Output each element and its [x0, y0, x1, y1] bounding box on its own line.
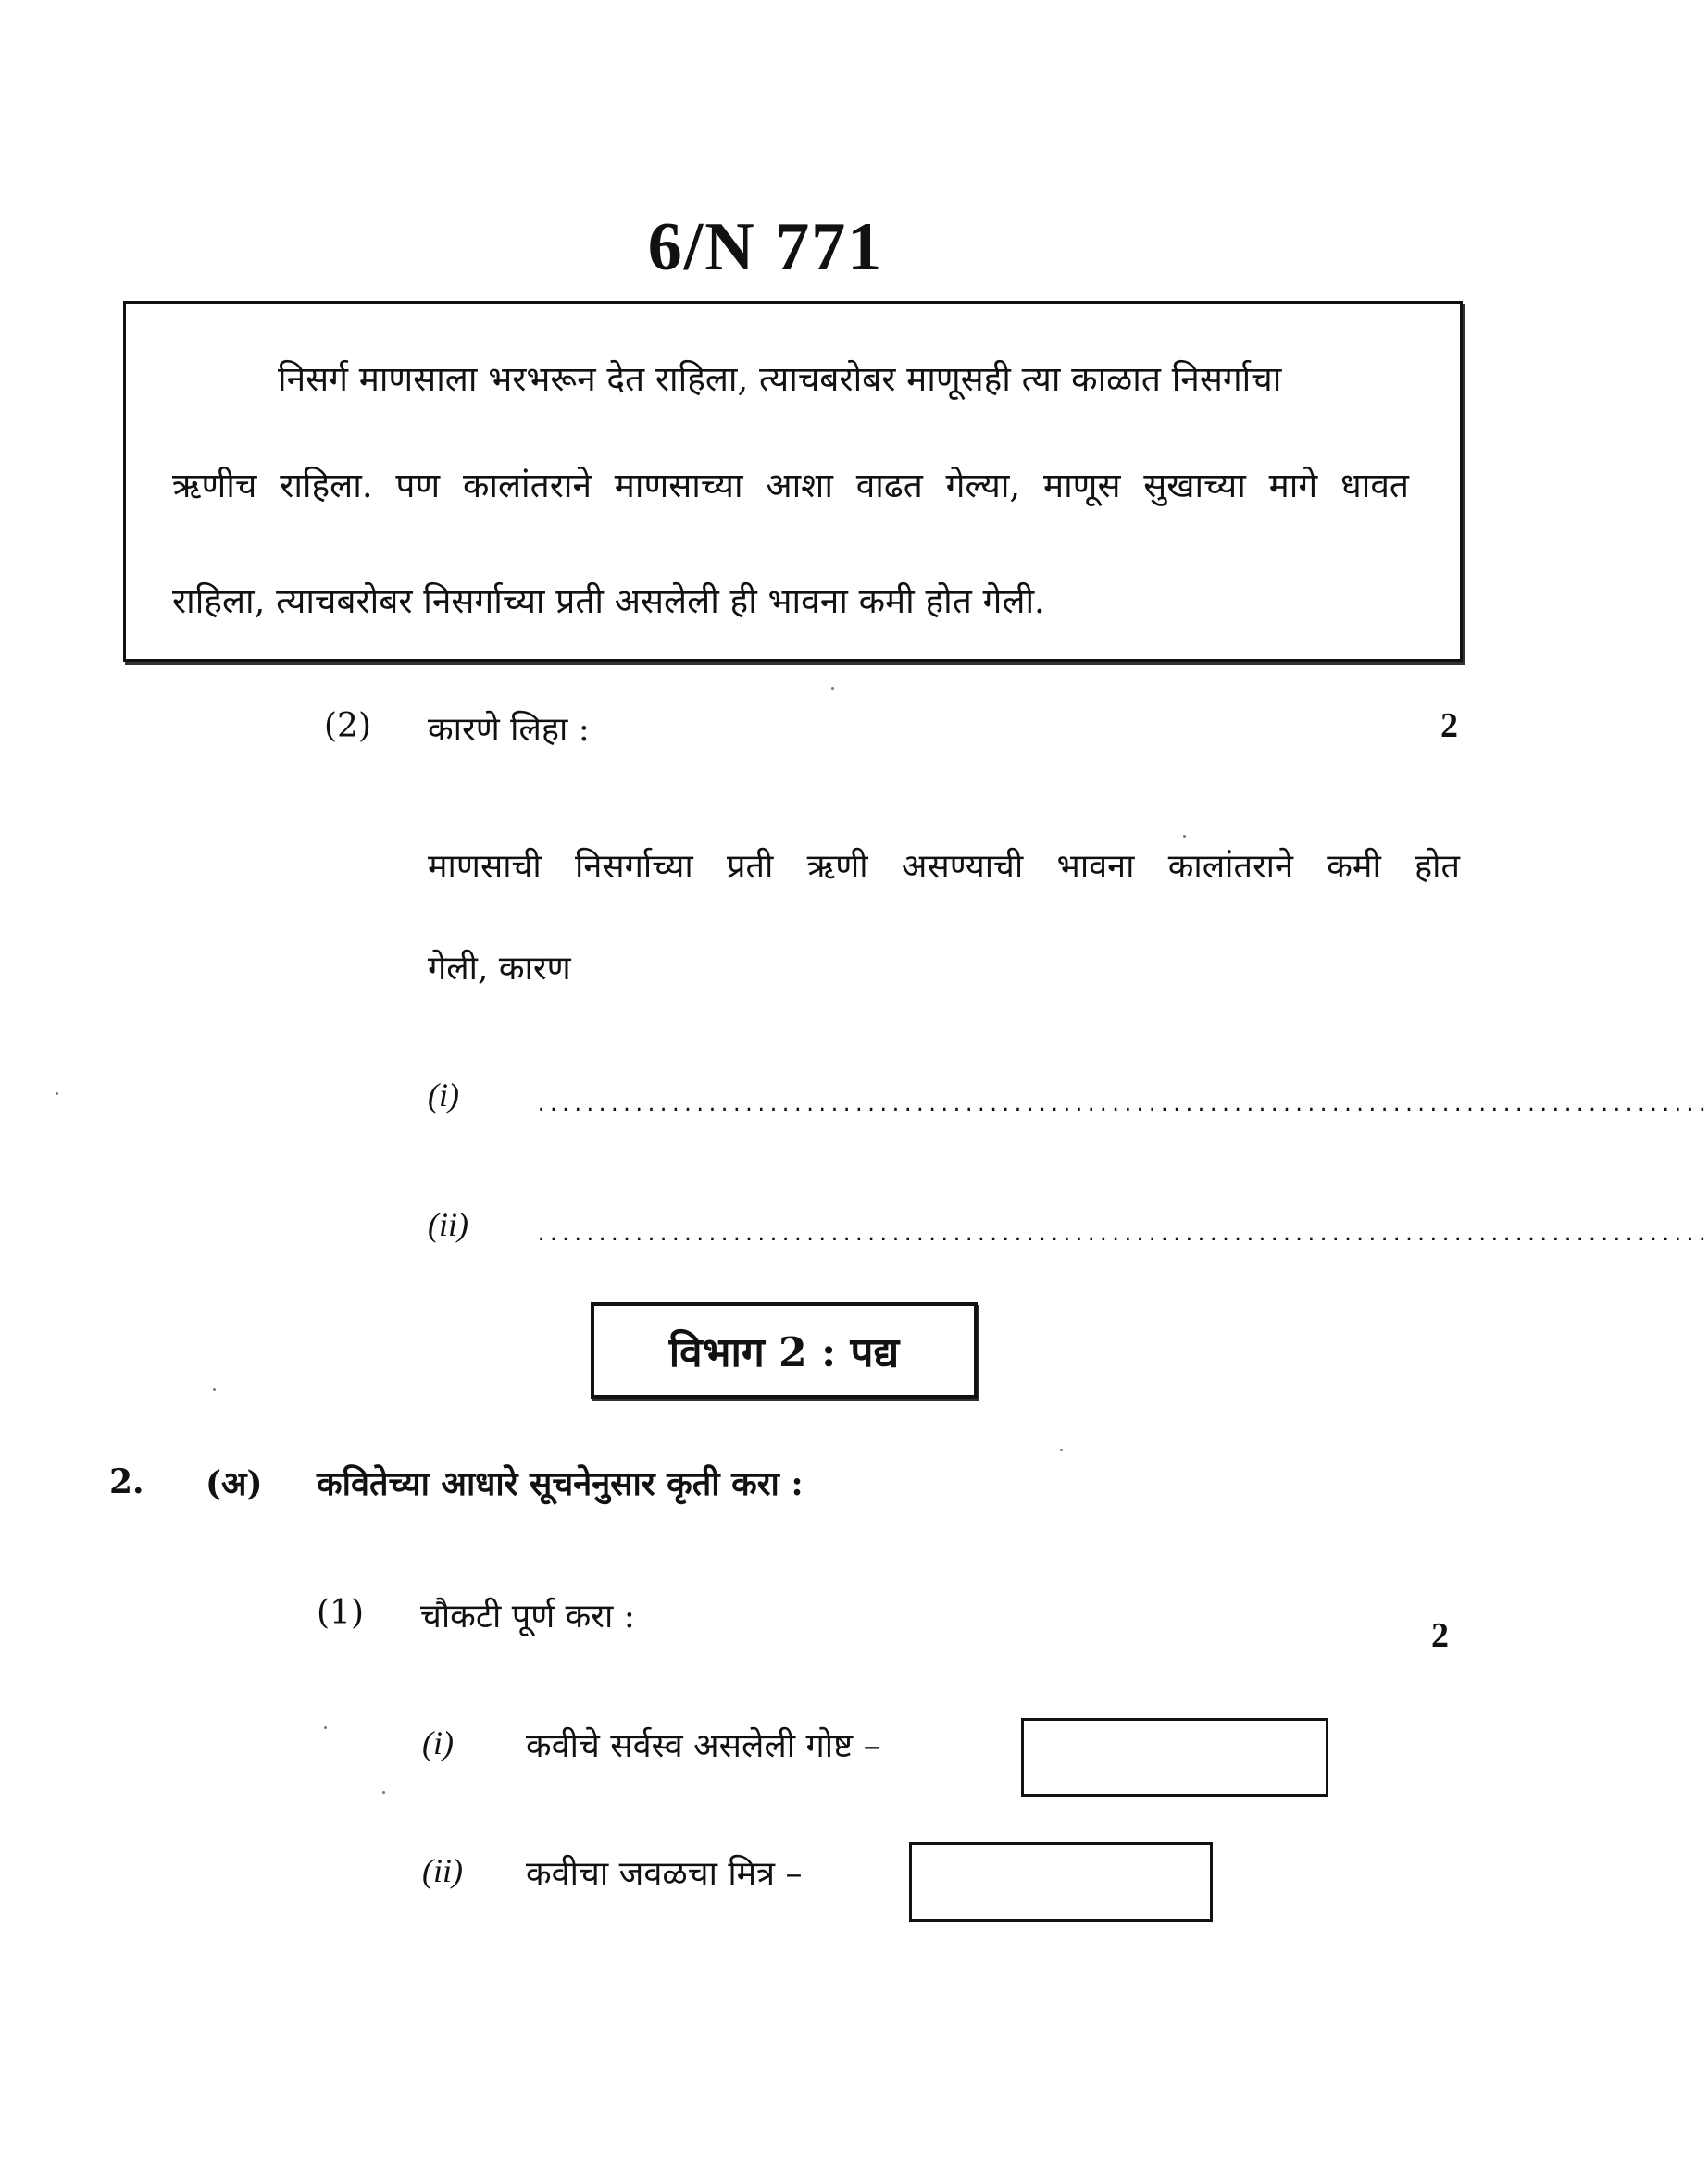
statement-line-1: माणसाची निसर्गाच्या प्रती ऋणी असण्याची भावना कालांतराने कमी होत [428, 848, 1460, 886]
marks-label: 2 [1440, 706, 1458, 745]
question-label: कारणे लिहा : [428, 711, 590, 749]
subquestion-label: चौकटी पूर्ण करा : [420, 1598, 635, 1636]
answer-box-i[interactable] [1021, 1718, 1328, 1797]
scan-speck [213, 1388, 216, 1391]
answer-box-ii[interactable] [909, 1842, 1213, 1922]
passage-line-1: निसर्ग माणसाला भरभरून देत राहिला, त्याचबरोबर माणूसही त्या काळात निसर्गाचा [278, 359, 1282, 399]
item-label-i: (i) [422, 1724, 454, 1761]
answer-blank-ii[interactable]: ................................................................................................ [535, 1224, 1708, 1247]
scan-speck [56, 1092, 58, 1095]
item-text-ii: कवीचा जवळचा मित्र – [526, 1855, 803, 1893]
blank-label-i: (i) [428, 1076, 459, 1114]
page-code: 6/N 771 [647, 209, 884, 285]
answer-blank-i[interactable]: ................................................................................................ [535, 1094, 1708, 1117]
section-title: विभाग 2 : पद्य [668, 1329, 900, 1376]
statement-line-2: गेली, कारण [428, 950, 571, 988]
scan-speck [1060, 1449, 1063, 1451]
passage-line-3: राहिला, त्याचबरोबर निसर्गाच्या प्रती असलेली ही भावना कमी होत गेली. [172, 581, 1045, 621]
question-number: (2) [324, 707, 371, 745]
section-heading [591, 1302, 978, 1399]
question-2-part: (अ) [206, 1464, 263, 1503]
question-2-instruction: कवितेच्या आधारे सूचनेनुसार कृती करा : [317, 1464, 804, 1503]
item-label-ii: (ii) [422, 1852, 463, 1889]
passage-line-2: ऋणीच राहिला. पण कालांतराने माणसाच्या आशा वाढत गेल्या, माणूस सुखाच्या मागे धावत [172, 466, 1409, 505]
blank-label-ii: (ii) [428, 1206, 468, 1243]
item-text-i: कवीचे सर्वस्व असलेली गोष्ट – [526, 1727, 880, 1765]
scan-speck [1183, 835, 1186, 838]
scan-speck [324, 1726, 327, 1729]
subquestion-number: (1) [317, 1594, 364, 1632]
question-2-number: 2. [109, 1462, 144, 1501]
scan-speck [831, 687, 834, 690]
subquestion-marks: 2 [1431, 1616, 1449, 1655]
scan-speck [382, 1791, 385, 1794]
